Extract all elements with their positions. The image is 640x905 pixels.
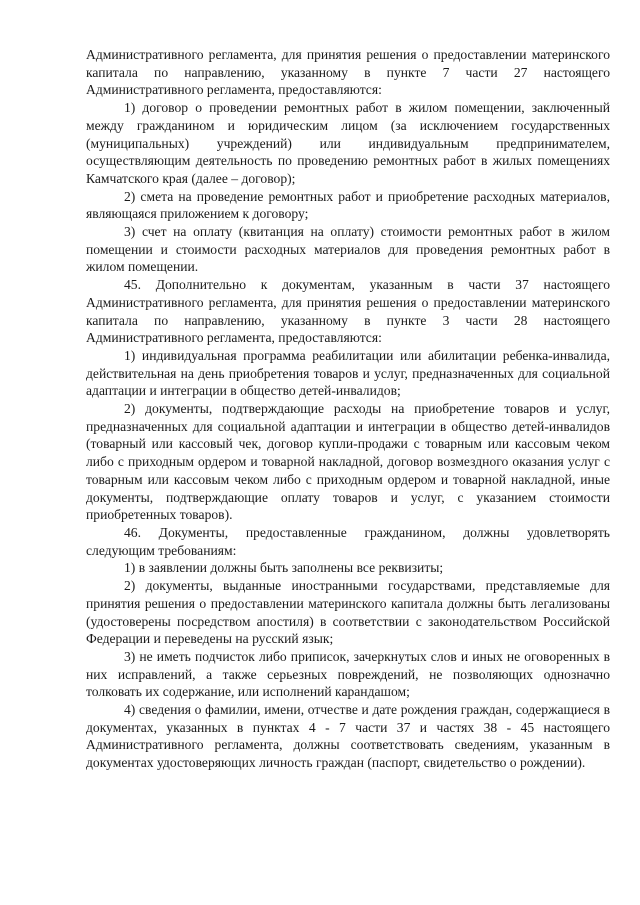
- paragraph-section-46: 46. Документы, предоставленные гражданином, должны удовлетворять следующим требованиям:: [86, 524, 610, 558]
- paragraph-46-item-4: 4) сведения о фамилии, имени, отчестве и дате рождения граждан, содержащиеся в документах, указанных в пунктах 4 - 7 части 37 и частях 38 - 45 настоящего Административного регламента, должны соответствовать сведениям, указанным в документах удостоверяющих личность граждан (паспорт, свидетельство о рождении).: [86, 702, 610, 771]
- paragraph-section-45: 45. Дополнительно к документам, указанным в части 37 настоящего Административного регламента, для принятия решения о предоставлении материнского капитала по направлению, указанному в пункте 3 части 28 настоящего Административного регламента, предоставляются:: [86, 277, 610, 346]
- paragraph-item-1-contract: 1) договор о проведении ремонтных работ в жилом помещении, заключенный между гражданином и юридическим лицом (за исключением государственных (муниципальных) учреждений) или индивидуальным предпринимателем, осуществляющим деятельность по проведению ремонтных работ в жилых помещениях Камчатского края (далее – договор);: [86, 100, 610, 186]
- paragraph-45-item-2: 2) документы, подтверждающие расходы на приобретение товаров и услуг, предназначенных для социальной адаптации и интеграции в общество детей-инвалидов (товарный или кассовый чек, договор купли-продажи с товарным или кассовым чеком либо с приходным ордером и товарной накладной, договор возмездного оказания услуг с товарным или кассовым чеком либо с приходным ордером и товарной накладной, иные документы, подтверждающие оплату товаров и услуг, с указанием стоимости приобретенных товаров).: [86, 401, 610, 523]
- document-page: [86, 46, 610, 772]
- paragraph-item-2-estimate: 2) смета на проведение ремонтных работ и приобретение расходных материалов, являющаяся приложением к договору;: [86, 188, 610, 222]
- paragraph-46-item-1: 1) в заявлении должны быть заполнены все реквизиты;: [124, 560, 444, 576]
- paragraph-45-item-1: 1) индивидуальная программа реабилитации или абилитации ребенка-инвалида, действительная на день приобретения товаров и услуг, предназначенных для социальной адаптации и интеграции в общество детей-инвалидов;: [86, 347, 610, 399]
- paragraph-item-3-invoice: 3) счет на оплату (квитанция на оплату) стоимости ремонтных работ в жилом помещении и стоимости расходных материалов для проведения ремонтных работ в жилом помещении.: [86, 224, 610, 275]
- paragraph-intro-continuation: Административного регламента, для принятия решения о предоставлении материнского капитала по направлению, указанному в пункте 7 части 27 настоящего Административного регламента, предоставляются:: [86, 47, 610, 98]
- paragraph-46-item-2: 2) документы, выданные иностранными государствами, представляемые для принятия решения о предоставлении материнского капитала должны быть легализованы (удостоверены посредством апостиля) в соответствии с законодательством Российской Федерации и переведены на русский язык;: [86, 578, 610, 647]
- paragraph-46-item-3: 3) не иметь подчисток либо приписок, зачеркнутых слов и иных не оговоренных в них исправлений, а также серьезных повреждений, не позволяющих однозначно толковать их содержание, или исполнений карандашом;: [86, 648, 610, 700]
